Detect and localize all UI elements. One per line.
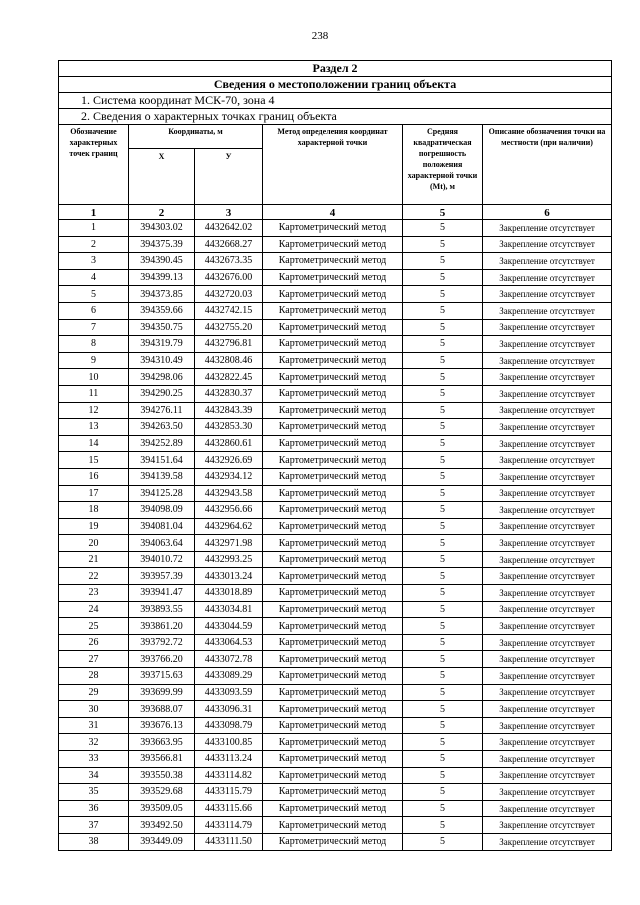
coord-y: 4433100.85	[195, 734, 263, 751]
accuracy: 5	[403, 535, 483, 552]
header-description: Описание обозначения точки на местности (при наличии)	[483, 125, 612, 205]
method: Картометрический метод	[263, 269, 403, 286]
table-row	[59, 402, 612, 419]
description: Закрепление отсутствует	[483, 269, 612, 286]
point-number: 37	[59, 817, 129, 834]
coord-y: 4433018.89	[195, 585, 263, 602]
coord-y: 4433098.79	[195, 717, 263, 734]
coord-x: 394139.58	[129, 468, 195, 485]
method: Картометрический метод	[263, 452, 403, 469]
description: Закрепление отсутствует	[483, 502, 612, 519]
coord-x: 394373.85	[129, 286, 195, 303]
coord-x: 393941.47	[129, 585, 195, 602]
points-info-item: 2. Сведения о характерных точках границ объекта	[59, 109, 612, 125]
coord-x: 393676.13	[129, 717, 195, 734]
column-number: 6	[483, 205, 612, 220]
description: Закрепление отсутствует	[483, 800, 612, 817]
table-row	[59, 800, 612, 817]
accuracy: 5	[403, 402, 483, 419]
page-number: 238	[311, 30, 329, 42]
table-row	[59, 618, 612, 635]
accuracy: 5	[403, 684, 483, 701]
method: Картометрический метод	[263, 535, 403, 552]
accuracy: 5	[403, 585, 483, 602]
method: Картометрический метод	[263, 419, 403, 436]
header-x: X	[129, 149, 195, 205]
coord-x: 394298.06	[129, 369, 195, 386]
coord-y: 4432926.69	[195, 452, 263, 469]
accuracy: 5	[403, 336, 483, 353]
coord-y: 4432673.35	[195, 253, 263, 270]
accuracy: 5	[403, 502, 483, 519]
description: Закрепление отсутствует	[483, 618, 612, 635]
coord-x: 394063.64	[129, 535, 195, 552]
coord-y: 4433114.79	[195, 817, 263, 834]
description: Закрепление отсутствует	[483, 302, 612, 319]
section-subtitle: Сведения о местоположении границ объекта	[59, 77, 612, 93]
description: Закрепление отсутствует	[483, 585, 612, 602]
point-number: 29	[59, 684, 129, 701]
coord-y: 4432956.66	[195, 502, 263, 519]
coord-x: 393893.55	[129, 601, 195, 618]
method: Картометрический метод	[263, 717, 403, 734]
coord-y: 4433034.81	[195, 601, 263, 618]
point-number: 8	[59, 336, 129, 353]
table-row	[59, 701, 612, 718]
table-row	[59, 452, 612, 469]
coord-y: 4433044.59	[195, 618, 263, 635]
table-row	[59, 352, 612, 369]
description: Закрепление отсутствует	[483, 286, 612, 303]
coord-y: 4432964.62	[195, 518, 263, 535]
coord-x: 393792.72	[129, 634, 195, 651]
table-row	[59, 817, 612, 834]
section-title: Раздел 2	[59, 61, 612, 77]
description: Закрепление отсутствует	[483, 452, 612, 469]
description: Закрепление отсутствует	[483, 817, 612, 834]
method: Картометрический метод	[263, 385, 403, 402]
description: Закрепление отсутствует	[483, 485, 612, 502]
coord-y: 4432943.58	[195, 485, 263, 502]
table-row	[59, 319, 612, 336]
method: Картометрический метод	[263, 435, 403, 452]
description: Закрепление отсутствует	[483, 734, 612, 751]
accuracy: 5	[403, 452, 483, 469]
accuracy: 5	[403, 468, 483, 485]
method: Картометрический метод	[263, 485, 403, 502]
table-row	[59, 236, 612, 253]
coord-y: 4432993.25	[195, 551, 263, 568]
point-number: 2	[59, 236, 129, 253]
coord-x: 394010.72	[129, 551, 195, 568]
method: Картометрический метод	[263, 286, 403, 303]
description: Закрепление отсутствует	[483, 668, 612, 685]
description: Закрепление отсутствует	[483, 535, 612, 552]
accuracy: 5	[403, 751, 483, 768]
accuracy: 5	[403, 286, 483, 303]
table-row	[59, 634, 612, 651]
table-row	[59, 734, 612, 751]
description: Закрепление отсутствует	[483, 336, 612, 353]
header-y: У	[195, 149, 263, 205]
coord-x: 393529.68	[129, 784, 195, 801]
coord-y: 4433089.29	[195, 668, 263, 685]
point-number: 26	[59, 634, 129, 651]
point-number: 9	[59, 352, 129, 369]
method: Картометрический метод	[263, 734, 403, 751]
coord-x: 394359.66	[129, 302, 195, 319]
method: Картометрический метод	[263, 684, 403, 701]
point-number: 34	[59, 767, 129, 784]
point-number: 32	[59, 734, 129, 751]
table-row	[59, 551, 612, 568]
method: Картометрический метод	[263, 800, 403, 817]
method: Картометрический метод	[263, 253, 403, 270]
description: Закрепление отсутствует	[483, 833, 612, 850]
point-number: 33	[59, 751, 129, 768]
accuracy: 5	[403, 302, 483, 319]
coord-y: 4433064.53	[195, 634, 263, 651]
method: Картометрический метод	[263, 784, 403, 801]
accuracy: 5	[403, 253, 483, 270]
table-row	[59, 833, 612, 850]
coord-y: 4432830.37	[195, 385, 263, 402]
description: Закрепление отсутствует	[483, 551, 612, 568]
coord-x: 393766.20	[129, 651, 195, 668]
accuracy: 5	[403, 435, 483, 452]
table-row	[59, 220, 612, 237]
table-row	[59, 568, 612, 585]
table-row	[59, 684, 612, 701]
accuracy: 5	[403, 784, 483, 801]
point-number: 14	[59, 435, 129, 452]
accuracy: 5	[403, 833, 483, 850]
point-number: 17	[59, 485, 129, 502]
description: Закрепление отсутствует	[483, 352, 612, 369]
column-number: 5	[403, 205, 483, 220]
method: Картометрический метод	[263, 651, 403, 668]
coord-x: 394098.09	[129, 502, 195, 519]
column-number: 4	[263, 205, 403, 220]
method: Картометрический метод	[263, 319, 403, 336]
accuracy: 5	[403, 269, 483, 286]
table-row	[59, 369, 612, 386]
table-row	[59, 767, 612, 784]
method: Картометрический метод	[263, 369, 403, 386]
coord-x: 394276.11	[129, 402, 195, 419]
coord-y: 4432796.81	[195, 336, 263, 353]
accuracy: 5	[403, 419, 483, 436]
description: Закрепление отсутствует	[483, 369, 612, 386]
coord-y: 4432843.39	[195, 402, 263, 419]
accuracy: 5	[403, 236, 483, 253]
description: Закрепление отсутствует	[483, 568, 612, 585]
coord-y: 4433093.59	[195, 684, 263, 701]
table-row	[59, 518, 612, 535]
description: Закрепление отсутствует	[483, 419, 612, 436]
method: Картометрический метод	[263, 585, 403, 602]
method: Картометрический метод	[263, 817, 403, 834]
coord-y: 4433072.78	[195, 651, 263, 668]
point-number: 27	[59, 651, 129, 668]
table-row	[59, 286, 612, 303]
method: Картометрический метод	[263, 352, 403, 369]
accuracy: 5	[403, 668, 483, 685]
method: Картометрический метод	[263, 601, 403, 618]
table-row	[59, 784, 612, 801]
method: Картометрический метод	[263, 833, 403, 850]
table-row	[59, 751, 612, 768]
accuracy: 5	[403, 800, 483, 817]
method: Картометрический метод	[263, 468, 403, 485]
table-row	[59, 601, 612, 618]
table-row	[59, 502, 612, 519]
coord-y: 4433115.66	[195, 800, 263, 817]
table-row	[59, 336, 612, 353]
boundary-points-table	[58, 60, 612, 851]
accuracy: 5	[403, 701, 483, 718]
coord-x: 393449.09	[129, 833, 195, 850]
table-row	[59, 717, 612, 734]
table-row	[59, 585, 612, 602]
column-number: 1	[59, 205, 129, 220]
coord-x: 394375.39	[129, 236, 195, 253]
point-number: 12	[59, 402, 129, 419]
description: Закрепление отсутствует	[483, 468, 612, 485]
accuracy: 5	[403, 485, 483, 502]
coord-x: 394399.13	[129, 269, 195, 286]
method: Картометрический метод	[263, 634, 403, 651]
coord-x: 393492.50	[129, 817, 195, 834]
point-number: 22	[59, 568, 129, 585]
description: Закрепление отсутствует	[483, 402, 612, 419]
point-number: 18	[59, 502, 129, 519]
method: Картометрический метод	[263, 618, 403, 635]
description: Закрепление отсутствует	[483, 220, 612, 237]
table-row	[59, 485, 612, 502]
coord-x: 394290.25	[129, 385, 195, 402]
coord-y: 4433114.82	[195, 767, 263, 784]
method: Картометрический метод	[263, 701, 403, 718]
coord-x: 393688.07	[129, 701, 195, 718]
coord-y: 4432808.46	[195, 352, 263, 369]
description: Закрепление отсутствует	[483, 253, 612, 270]
coord-y: 4432860.61	[195, 435, 263, 452]
description: Закрепление отсутствует	[483, 236, 612, 253]
description: Закрепление отсутствует	[483, 319, 612, 336]
accuracy: 5	[403, 734, 483, 751]
method: Картометрический метод	[263, 336, 403, 353]
coord-x: 393715.63	[129, 668, 195, 685]
point-number: 30	[59, 701, 129, 718]
coord-y: 4432742.15	[195, 302, 263, 319]
accuracy: 5	[403, 618, 483, 635]
accuracy: 5	[403, 369, 483, 386]
description: Закрепление отсутствует	[483, 651, 612, 668]
point-number: 19	[59, 518, 129, 535]
coord-y: 4432642.02	[195, 220, 263, 237]
point-number: 3	[59, 253, 129, 270]
point-number: 16	[59, 468, 129, 485]
coord-x: 394263.50	[129, 419, 195, 436]
method: Картометрический метод	[263, 220, 403, 237]
coord-y: 4433115.79	[195, 784, 263, 801]
column-number: 2	[129, 205, 195, 220]
description: Закрепление отсутствует	[483, 435, 612, 452]
description: Закрепление отсутствует	[483, 751, 612, 768]
point-number: 36	[59, 800, 129, 817]
point-number: 28	[59, 668, 129, 685]
accuracy: 5	[403, 568, 483, 585]
header-accuracy: Средняя квадратическая погрешность положения характерной точки (Mt), м	[403, 125, 483, 205]
accuracy: 5	[403, 817, 483, 834]
accuracy: 5	[403, 385, 483, 402]
method: Картометрический метод	[263, 668, 403, 685]
point-number: 6	[59, 302, 129, 319]
point-number: 35	[59, 784, 129, 801]
table-row	[59, 535, 612, 552]
description: Закрепление отсутствует	[483, 784, 612, 801]
header-point-label: Обозначение характерных точек границ	[59, 125, 129, 205]
table-row	[59, 385, 612, 402]
coord-x: 393509.05	[129, 800, 195, 817]
column-numbers-row	[59, 205, 612, 220]
coord-y: 4432668.27	[195, 236, 263, 253]
coord-x: 393699.99	[129, 684, 195, 701]
description: Закрепление отсутствует	[483, 634, 612, 651]
method: Картометрический метод	[263, 568, 403, 585]
point-number: 20	[59, 535, 129, 552]
description: Закрепление отсутствует	[483, 701, 612, 718]
coord-y: 4433096.31	[195, 701, 263, 718]
table-row	[59, 269, 612, 286]
coord-x: 394151.64	[129, 452, 195, 469]
point-number: 1	[59, 220, 129, 237]
coord-x: 394081.04	[129, 518, 195, 535]
table-row	[59, 668, 612, 685]
column-number: 3	[195, 205, 263, 220]
point-number: 31	[59, 717, 129, 734]
header-coordinates: Координаты, м	[129, 125, 263, 149]
point-number: 24	[59, 601, 129, 618]
coord-y: 4433111.50	[195, 833, 263, 850]
table-row	[59, 419, 612, 436]
method: Картометрический метод	[263, 551, 403, 568]
point-number: 21	[59, 551, 129, 568]
table-row	[59, 253, 612, 270]
coord-x: 393566.81	[129, 751, 195, 768]
method: Картометрический метод	[263, 402, 403, 419]
accuracy: 5	[403, 651, 483, 668]
point-number: 23	[59, 585, 129, 602]
coord-x: 394319.79	[129, 336, 195, 353]
method: Картометрический метод	[263, 767, 403, 784]
table-row	[59, 435, 612, 452]
coord-y: 4432676.00	[195, 269, 263, 286]
accuracy: 5	[403, 352, 483, 369]
accuracy: 5	[403, 601, 483, 618]
accuracy: 5	[403, 319, 483, 336]
coord-y: 4432755.20	[195, 319, 263, 336]
header-method: Метод определения координат характерной точки	[263, 125, 403, 205]
coordinate-system-item: 1. Система координат МСК-70, зона 4	[59, 93, 612, 109]
coord-x: 394303.02	[129, 220, 195, 237]
description: Закрепление отсутствует	[483, 767, 612, 784]
method: Картометрический метод	[263, 518, 403, 535]
coord-y: 4432853.30	[195, 419, 263, 436]
point-number: 13	[59, 419, 129, 436]
description: Закрепление отсутствует	[483, 601, 612, 618]
coord-y: 4433113.24	[195, 751, 263, 768]
description: Закрепление отсутствует	[483, 717, 612, 734]
coord-y: 4432971.98	[195, 535, 263, 552]
point-number: 11	[59, 385, 129, 402]
coord-y: 4433013.24	[195, 568, 263, 585]
point-number: 38	[59, 833, 129, 850]
accuracy: 5	[403, 518, 483, 535]
coord-x: 393663.95	[129, 734, 195, 751]
coord-y: 4432934.12	[195, 468, 263, 485]
coord-x: 394252.89	[129, 435, 195, 452]
description: Закрепление отсутствует	[483, 684, 612, 701]
accuracy: 5	[403, 767, 483, 784]
coord-x: 393957.39	[129, 568, 195, 585]
point-number: 25	[59, 618, 129, 635]
point-number: 10	[59, 369, 129, 386]
description: Закрепление отсутствует	[483, 518, 612, 535]
table-row	[59, 302, 612, 319]
coord-x: 394390.45	[129, 253, 195, 270]
point-number: 15	[59, 452, 129, 469]
accuracy: 5	[403, 634, 483, 651]
description: Закрепление отсутствует	[483, 385, 612, 402]
coord-x: 394310.49	[129, 352, 195, 369]
table-row	[59, 651, 612, 668]
accuracy: 5	[403, 717, 483, 734]
method: Картометрический метод	[263, 302, 403, 319]
coord-y: 4432720.03	[195, 286, 263, 303]
method: Картометрический метод	[263, 751, 403, 768]
coord-y: 4432822.45	[195, 369, 263, 386]
point-number: 7	[59, 319, 129, 336]
point-number: 5	[59, 286, 129, 303]
coord-x: 394125.28	[129, 485, 195, 502]
point-number: 4	[59, 269, 129, 286]
coord-x: 394350.75	[129, 319, 195, 336]
method: Картометрический метод	[263, 236, 403, 253]
accuracy: 5	[403, 220, 483, 237]
coord-x: 393550.38	[129, 767, 195, 784]
method: Картометрический метод	[263, 502, 403, 519]
coord-x: 393861.20	[129, 618, 195, 635]
accuracy: 5	[403, 551, 483, 568]
table-row	[59, 468, 612, 485]
